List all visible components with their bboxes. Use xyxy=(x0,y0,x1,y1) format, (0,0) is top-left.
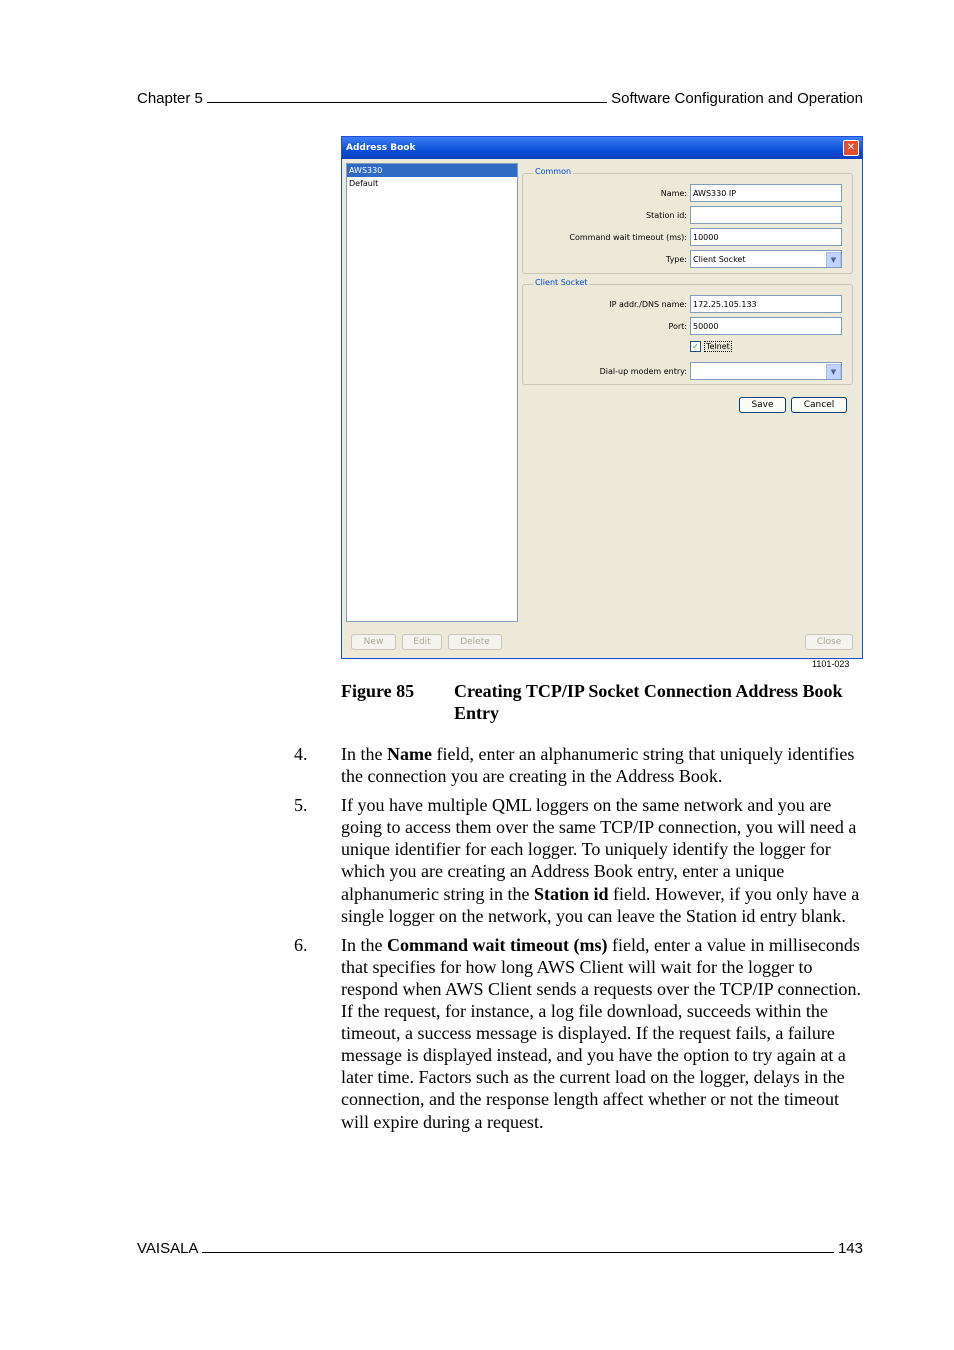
step-text: In the xyxy=(341,744,387,764)
page-number: 143 xyxy=(837,1240,863,1257)
figure-id: 1101-023 xyxy=(812,659,850,669)
station-id-label: Station id: xyxy=(646,211,687,220)
step-text: In the xyxy=(341,934,387,955)
ip-row xyxy=(523,295,854,315)
section-title: Software Configuration and Operation xyxy=(611,90,863,107)
list-item[interactable]: Default xyxy=(349,179,379,188)
dialup-label: Dial-up modem entry: xyxy=(599,367,687,376)
port-input[interactable]: 50000 xyxy=(690,317,842,335)
chevron-down-icon[interactable]: ▼ xyxy=(826,364,841,380)
step-bold: Name xyxy=(386,744,432,764)
port-label: Port: xyxy=(668,322,687,331)
window-title: Address Book xyxy=(346,143,416,153)
dialup-row xyxy=(523,362,854,382)
type-row xyxy=(523,250,854,270)
check-icon[interactable]: ✓ xyxy=(690,341,701,352)
close-icon[interactable]: ✕ xyxy=(843,140,859,156)
client-socket-group-title: Client Socket xyxy=(535,278,588,287)
address-book-window xyxy=(341,136,863,659)
figure-number: Figure 85 xyxy=(341,681,415,701)
common-group-title: Common xyxy=(535,167,572,176)
step-text: field, enter an alphanumeric string that uniquely identifies the connection you are creating in the Address Book. xyxy=(341,744,855,787)
client-socket-group xyxy=(522,278,853,385)
step-text: field, enter a value in milliseconds that specifies for how long AWS Client will wait for the logger to respond when AWS Client sends a requests over the TCP/IP connection. If the request, for instance, a log file download, succeeds within the timeout, a success message is displayed. If the request fails, a failure message is displayed instead, and you have the option to try again at a later time. Factors such as the current load on the logger, delays in the connection, and the response length affect whether or not the timeout will expire during a request. xyxy=(341,934,861,1132)
address-list[interactable] xyxy=(346,163,518,622)
name-row xyxy=(523,184,854,204)
type-select[interactable] xyxy=(690,250,842,268)
page-footer xyxy=(137,1240,863,1257)
telnet-label: Telnet xyxy=(706,342,730,351)
step-bold: Station id xyxy=(533,883,609,904)
port-row xyxy=(523,317,854,337)
station-id-input[interactable] xyxy=(690,206,842,224)
step-text: If you have multiple QML loggers on the same network and you are going to access them over the same TCP/IP connection, you will need a unique identifier for each logger. To uniquely identify the logger for which you are creating an Address Book entry, enter a unique alphanumeric string in the xyxy=(341,795,857,904)
step-number: 5. xyxy=(294,795,308,816)
step-list xyxy=(294,743,864,1140)
list-item xyxy=(294,743,864,787)
chapter-label: Chapter 5 xyxy=(137,90,203,107)
step-number: 4. xyxy=(294,744,308,764)
delete-button[interactable]: Delete xyxy=(448,634,502,650)
edit-button[interactable]: Edit xyxy=(402,634,442,650)
step-bold: Command wait timeout (ms) xyxy=(386,934,608,955)
name-label: Name: xyxy=(660,189,687,198)
figure-title: Creating TCP/IP Socket Connection Address Book Entry xyxy=(454,681,843,723)
type-label: Type: xyxy=(665,255,687,264)
dialup-select[interactable] xyxy=(690,362,842,380)
cancel-button[interactable]: Cancel xyxy=(791,397,847,413)
close-button[interactable]: Close xyxy=(805,634,853,650)
type-value: Client Socket xyxy=(693,255,746,264)
timeout-input[interactable]: 10000 xyxy=(690,228,842,246)
header-rule xyxy=(207,90,607,103)
figure-caption xyxy=(341,680,863,724)
page-header xyxy=(137,90,863,107)
new-button[interactable]: New xyxy=(351,634,396,650)
window-titlebar[interactable] xyxy=(342,137,862,159)
ip-input[interactable]: 172.25.105.133 xyxy=(690,295,842,313)
save-button[interactable]: Save xyxy=(739,397,786,413)
common-group xyxy=(522,167,853,274)
chevron-down-icon[interactable]: ▼ xyxy=(826,252,841,268)
list-item xyxy=(294,934,864,1133)
station-row xyxy=(523,206,854,226)
step-number: 6. xyxy=(294,934,308,955)
timeout-label: Command wait timeout (ms): xyxy=(569,233,687,242)
footer-rule xyxy=(202,1240,834,1253)
company-name: VAISALA xyxy=(137,1240,199,1257)
step-text: field. However, if you only have a single logger on the network, you can leave the Station id entry blank. xyxy=(341,883,860,926)
timeout-row xyxy=(523,228,854,248)
name-input[interactable]: AWS330 IP xyxy=(690,184,842,202)
telnet-checkbox[interactable] xyxy=(690,341,790,355)
list-item xyxy=(294,794,864,927)
ip-label: IP addr./DNS name: xyxy=(609,300,687,309)
list-item[interactable]: AWS330 xyxy=(347,164,517,177)
